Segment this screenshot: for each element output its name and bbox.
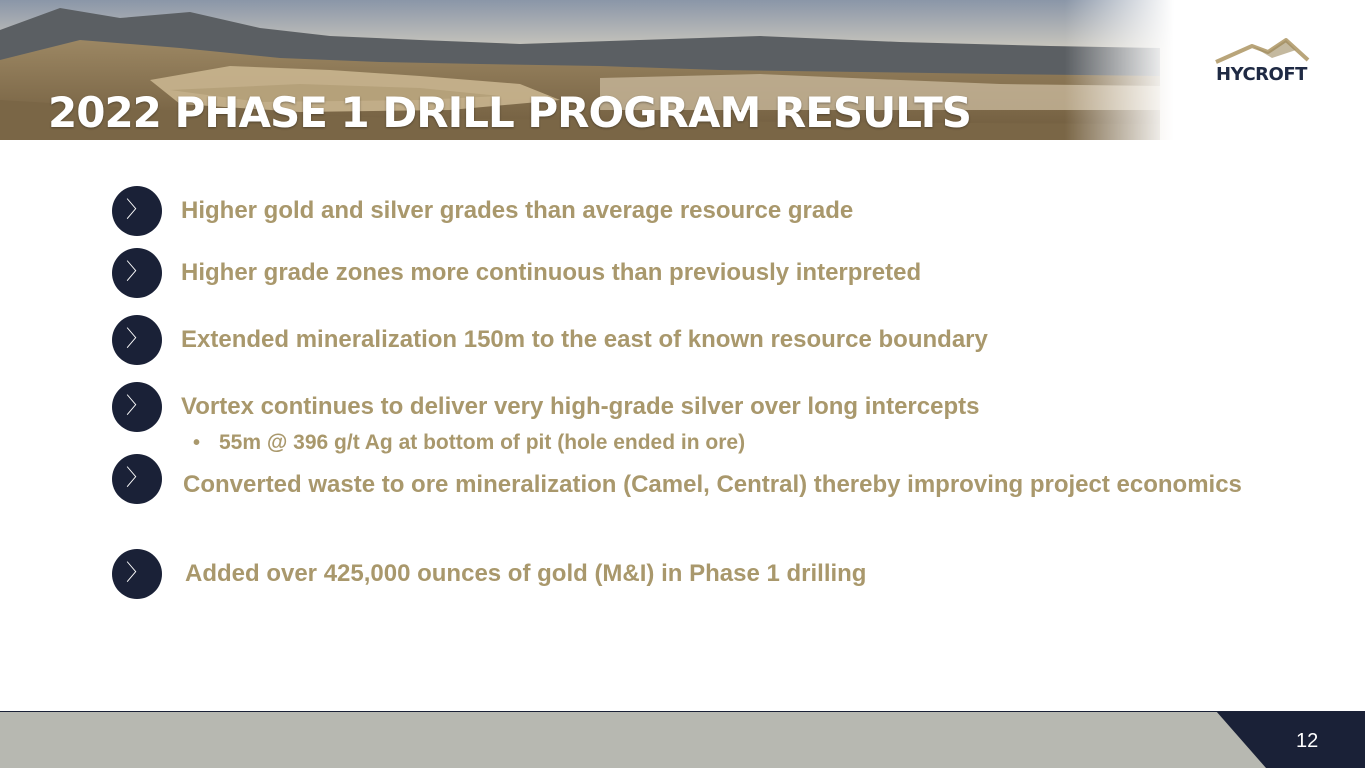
bullet-text: Higher gold and silver grades than average resource grade [181, 197, 854, 224]
bullet-text: Converted waste to ore mineralization (Camel, Central) thereby improving project economics [183, 471, 1242, 498]
page-number-tab [0, 711, 1365, 768]
bullet-text: Vortex continues to deliver very high-grade silver over long intercepts [181, 393, 980, 420]
logo-text: HYCROFT [1216, 64, 1307, 85]
chevron-right-icon: 〉 [112, 549, 162, 599]
hycroft-logo [1212, 36, 1324, 88]
page-title: 2022 PHASE 1 DRILL PROGRAM RESULTS [48, 88, 971, 137]
sub-bullet-marker: • [193, 432, 201, 454]
footer [0, 711, 1365, 768]
chevron-right-icon: 〉 [112, 454, 162, 504]
chevron-right-icon: 〉 [112, 248, 162, 298]
chevron-right-icon: 〉 [112, 186, 162, 236]
chevron-right-icon: 〉 [112, 382, 162, 432]
chevron-right-icon: 〉 [112, 315, 162, 365]
bullet-text: Added over 425,000 ounces of gold (M&I) in Phase 1 drilling [185, 560, 867, 587]
bullet-text: Extended mineralization 150m to the east of known resource boundary [181, 326, 988, 353]
header-banner [0, 0, 1365, 140]
sub-bullet-text: 55m @ 396 g/t Ag at bottom of pit (hole ended in ore) [219, 431, 746, 454]
mountain-logo-icon [1212, 36, 1324, 66]
page-number: 12 [1296, 730, 1319, 752]
bullet-text: Higher grade zones more continuous than previously interpreted [181, 259, 922, 286]
